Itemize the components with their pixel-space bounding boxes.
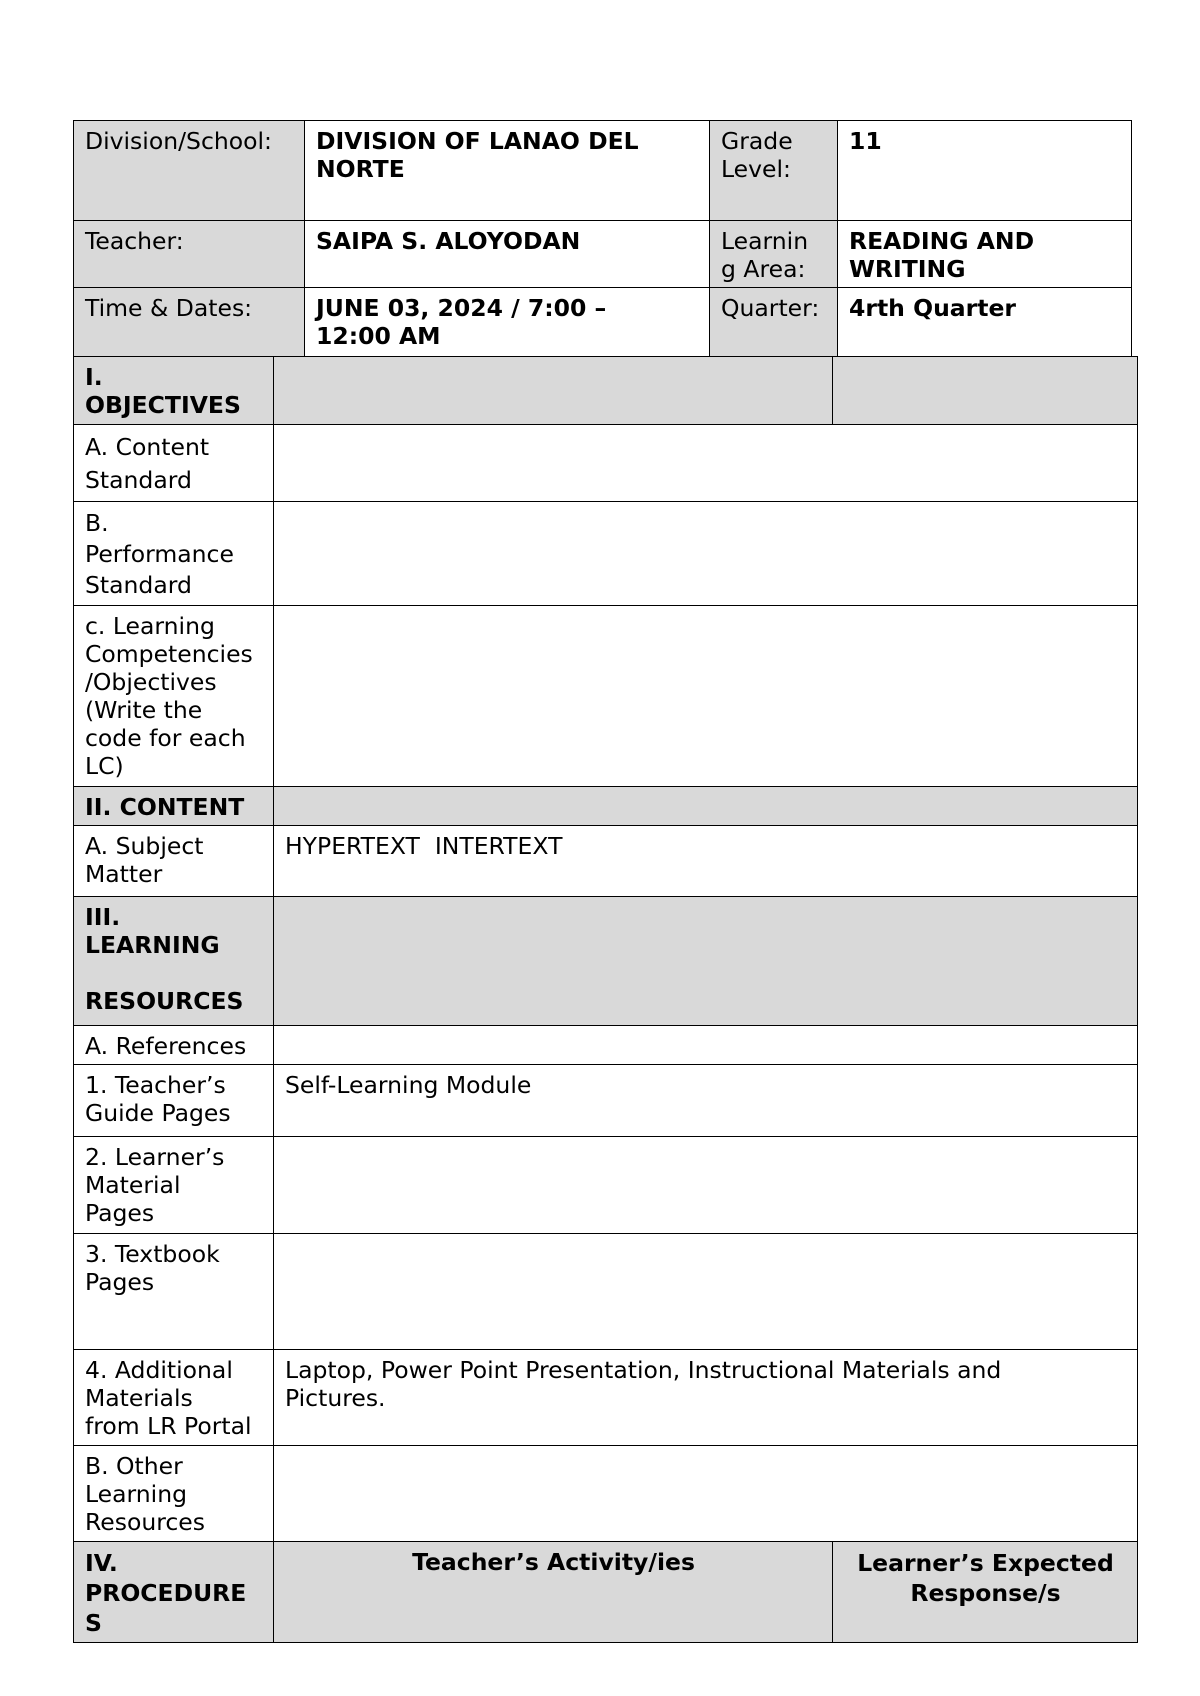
learners-material-value xyxy=(274,1137,1138,1234)
subject-matter-label: A. Subject Matter xyxy=(74,826,274,897)
teachers-activity-heading: Teacher’s Activity/ies xyxy=(274,1542,833,1643)
objectives-cell-right xyxy=(833,357,1138,425)
content-heading: II. CONTENT xyxy=(74,787,274,826)
textbook-value xyxy=(274,1234,1138,1350)
additional-materials-row xyxy=(74,1350,1138,1446)
procedures-row xyxy=(74,1542,1138,1643)
content-standard-value xyxy=(274,425,1138,502)
other-resources-label: B. Other Learning Resources xyxy=(74,1446,274,1542)
objectives-heading: I. OBJECTIVES xyxy=(74,357,274,425)
objectives-cell xyxy=(274,357,833,425)
teacher-label: Teacher: xyxy=(74,221,305,288)
learning-area-value: READING AND WRITING xyxy=(838,221,1132,288)
performance-standard-value xyxy=(274,502,1138,606)
competencies-row xyxy=(74,606,1138,787)
quarter-value: 4rth Quarter xyxy=(838,288,1132,357)
teachers-guide-value: Self-Learning Module xyxy=(274,1065,1138,1137)
quarter-label: Quarter: xyxy=(710,288,838,357)
division-label: Division/School: xyxy=(74,121,305,221)
learning-resources-heading: III. LEARNING RESOURCES xyxy=(74,897,274,1026)
other-resources-value xyxy=(274,1446,1138,1542)
subject-matter-row xyxy=(74,826,1138,897)
content-standard-label: A. Content Standard xyxy=(74,425,274,502)
references-label: A. References xyxy=(74,1026,274,1065)
lesson-plan-table xyxy=(73,356,1138,1643)
performance-standard-label: B. Performance Standard xyxy=(74,502,274,606)
learners-material-label: 2. Learner’s Material Pages xyxy=(74,1137,274,1234)
content-standard-row xyxy=(74,425,1138,502)
references-row xyxy=(74,1026,1138,1065)
other-resources-row xyxy=(74,1446,1138,1542)
learners-response-heading: Learner’s Expected Response/s xyxy=(833,1542,1138,1643)
learners-material-row xyxy=(74,1137,1138,1234)
learning-area-label: Learnin g Area: xyxy=(710,221,838,288)
competencies-label: c. Learning Competencies /Objectives (Write the code for each LC) xyxy=(74,606,274,787)
time-dates-label: Time & Dates: xyxy=(74,288,305,357)
procedures-heading: IV. PROCEDURE S xyxy=(74,1542,274,1643)
objectives-row xyxy=(74,357,1138,425)
teacher-value: SAIPA S. ALOYODAN xyxy=(305,221,710,288)
grade-label: Grade Level: xyxy=(710,121,838,221)
additional-materials-value: Laptop, Power Point Presentation, Instructional Materials and Pictures. xyxy=(274,1350,1138,1446)
content-row xyxy=(74,787,1138,826)
performance-standard-row xyxy=(74,502,1138,606)
learning-resources-cell xyxy=(274,897,1138,1026)
learning-resources-row xyxy=(74,897,1138,1026)
subject-matter-value: HYPERTEXT INTERTEXT xyxy=(274,826,1138,897)
additional-materials-label: 4. Additional Materials from LR Portal xyxy=(74,1350,274,1446)
grade-value: 11 xyxy=(838,121,1132,221)
content-cell xyxy=(274,787,1138,826)
textbook-row xyxy=(74,1234,1138,1350)
header-table xyxy=(73,120,1132,357)
time-dates-value: JUNE 03, 2024 / 7:00 – 12:00 AM xyxy=(305,288,710,357)
competencies-value xyxy=(274,606,1138,787)
teachers-guide-row xyxy=(74,1065,1138,1137)
references-value xyxy=(274,1026,1138,1065)
teachers-guide-label: 1. Teacher’s Guide Pages xyxy=(74,1065,274,1137)
division-value: DIVISION OF LANAO DEL NORTE xyxy=(305,121,710,221)
textbook-label: 3. Textbook Pages xyxy=(74,1234,274,1350)
